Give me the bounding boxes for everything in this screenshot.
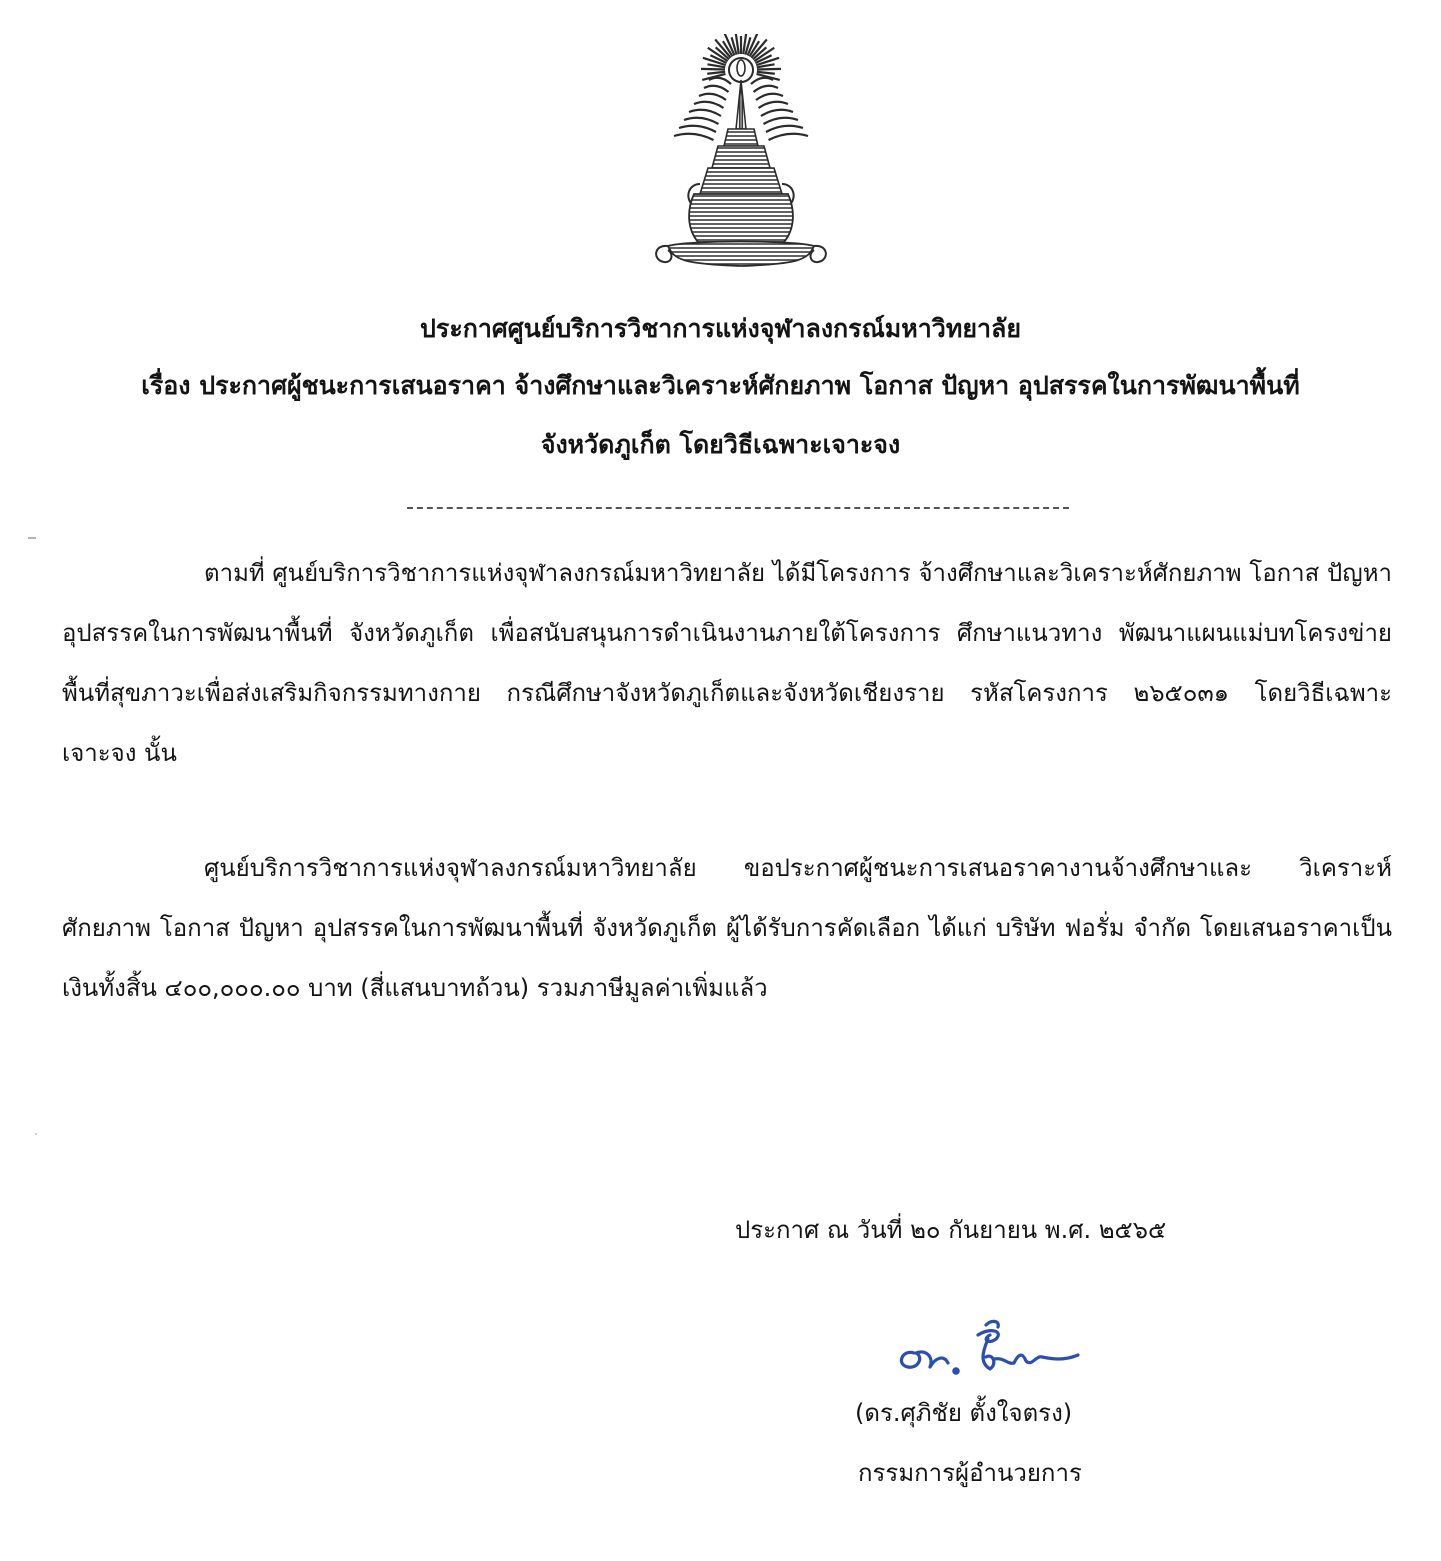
signer-position: กรรมการผู้อำนวยการ	[858, 1459, 1082, 1487]
signer-name: (ดร.ศุภิชัย ตั้งใจตรง)	[855, 1399, 1073, 1427]
body-paragraph-2: ศูนย์บริการวิชาการแห่งจุฬาลงกรณ์มหาวิทยาลัย ขอประกาศผู้ชนะการเสนอราคางานจ้างศึกษาและ วิเคราะห์ศักยภาพ โอกาส ปัญหา อุปสรรคในการพัฒนาพื้นที่ จังหวัดภูเก็ต ผู้ได้รับการคัดเลือก ได้แก่ บริษัท ฟอรั่ม จำกัด โดยเสนอราคาเป็นเงินทั้งสิ้น ๔๐๐,๐๐๐.๐๐ บาท (สี่แสนบาทถ้วน) รวมภาษีมูลค่าเพิ่มแล้ว	[62, 854, 1392, 1002]
announcement-subject-continued: จังหวัดภูเก็ต โดยวิธีเฉพาะเจาะจง	[540, 430, 901, 459]
announcement-title: ประกาศศูนย์บริการวิชาการแห่งจุฬาลงกรณ์มหาวิทยาลัย	[420, 314, 1021, 343]
announcement-subject: เรื่อง ประกาศผู้ชนะการเสนอราคา จ้างศึกษาและวิเคราะห์ศักยภาพ โอกาส ปัญหา อุปสรรคในการพัฒนาพื้นที่	[141, 371, 1300, 400]
announcement-date: ประกาศ ณ วันที่ ๒๐ กันยายน พ.ศ. ๒๕๖๕	[735, 1216, 1167, 1244]
body-paragraph-1: ตามที่ ศูนย์บริการวิชาการแห่งจุฬาลงกรณ์มหาวิทยาลัย ได้มีโครงการ จ้างศึกษาและวิเคราะห์ศักยภาพ โอกาส ปัญหา อุปสรรคในการพัฒนาพื้นที่ จังหวัดภูเก็ต เพื่อสนับสนุนการดำเนินงานภายใต้โครงการ ศึกษาแนวทาง พัฒนาแผนแม่บทโครงข่ายพื้นที่สุขภาวะเพื่อส่งเสริมกิจกรรมทางกาย กรณีศึกษาจังหวัดภูเก็ตและจังหวัดเชียงราย รหัสโครงการ ๒๖๕๐๓๑ โดยวิธีเฉพาะเจาะจง นั้น	[62, 559, 1392, 767]
